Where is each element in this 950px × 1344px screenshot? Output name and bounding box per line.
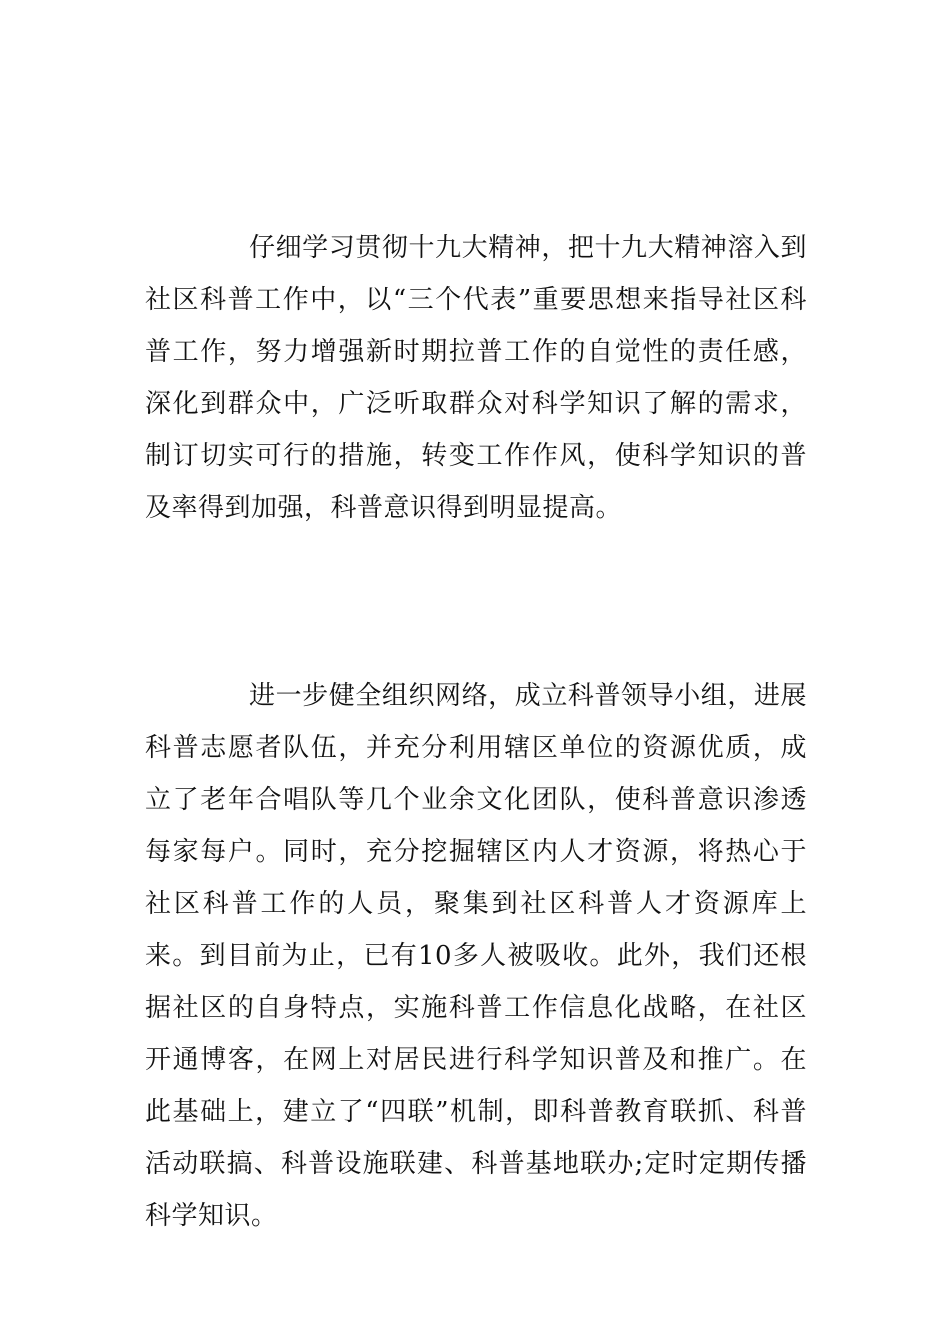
paragraph-study-spirit: 仔细学习贯彻十九大精神，把十九大精神溶入到社区科普工作中，以“三个代表”重要思想来指导社区科普工作，努力增强新时期拉普工作的自觉性的责任感，深化到群众中，广泛听取群众对科学知识了解的需求，制订切实可行的措施，转变工作作风，使科学知识的普及率得到加强，科普意识得到明显提高。 (145, 233, 807, 523)
paragraph-organization-network: 进一步健全组织网络，成立科普领导小组，进展科普志愿者队伍，并充分利用辖区单位的资源优质，成立了老年合唱队等几个业余文化团队，使科普意识渗透每家每户。同时，充分挖掘辖区内人才资源，将热心于社区科普工作的人员，聚集到社区科普人才资源库上来。到目前为止，已有10多人被吸收。此外，我们还根据社区的自身特点，实施科普工作信息化战略，在社区开通博客，在网上对居民进行科学知识普及和推广。在此基础上，建立了“四联”机制，即科普教育联抓、科普活动联搞、科普设施联建、科普基地联办;定时定期传播科学知识。 (145, 681, 807, 1231)
